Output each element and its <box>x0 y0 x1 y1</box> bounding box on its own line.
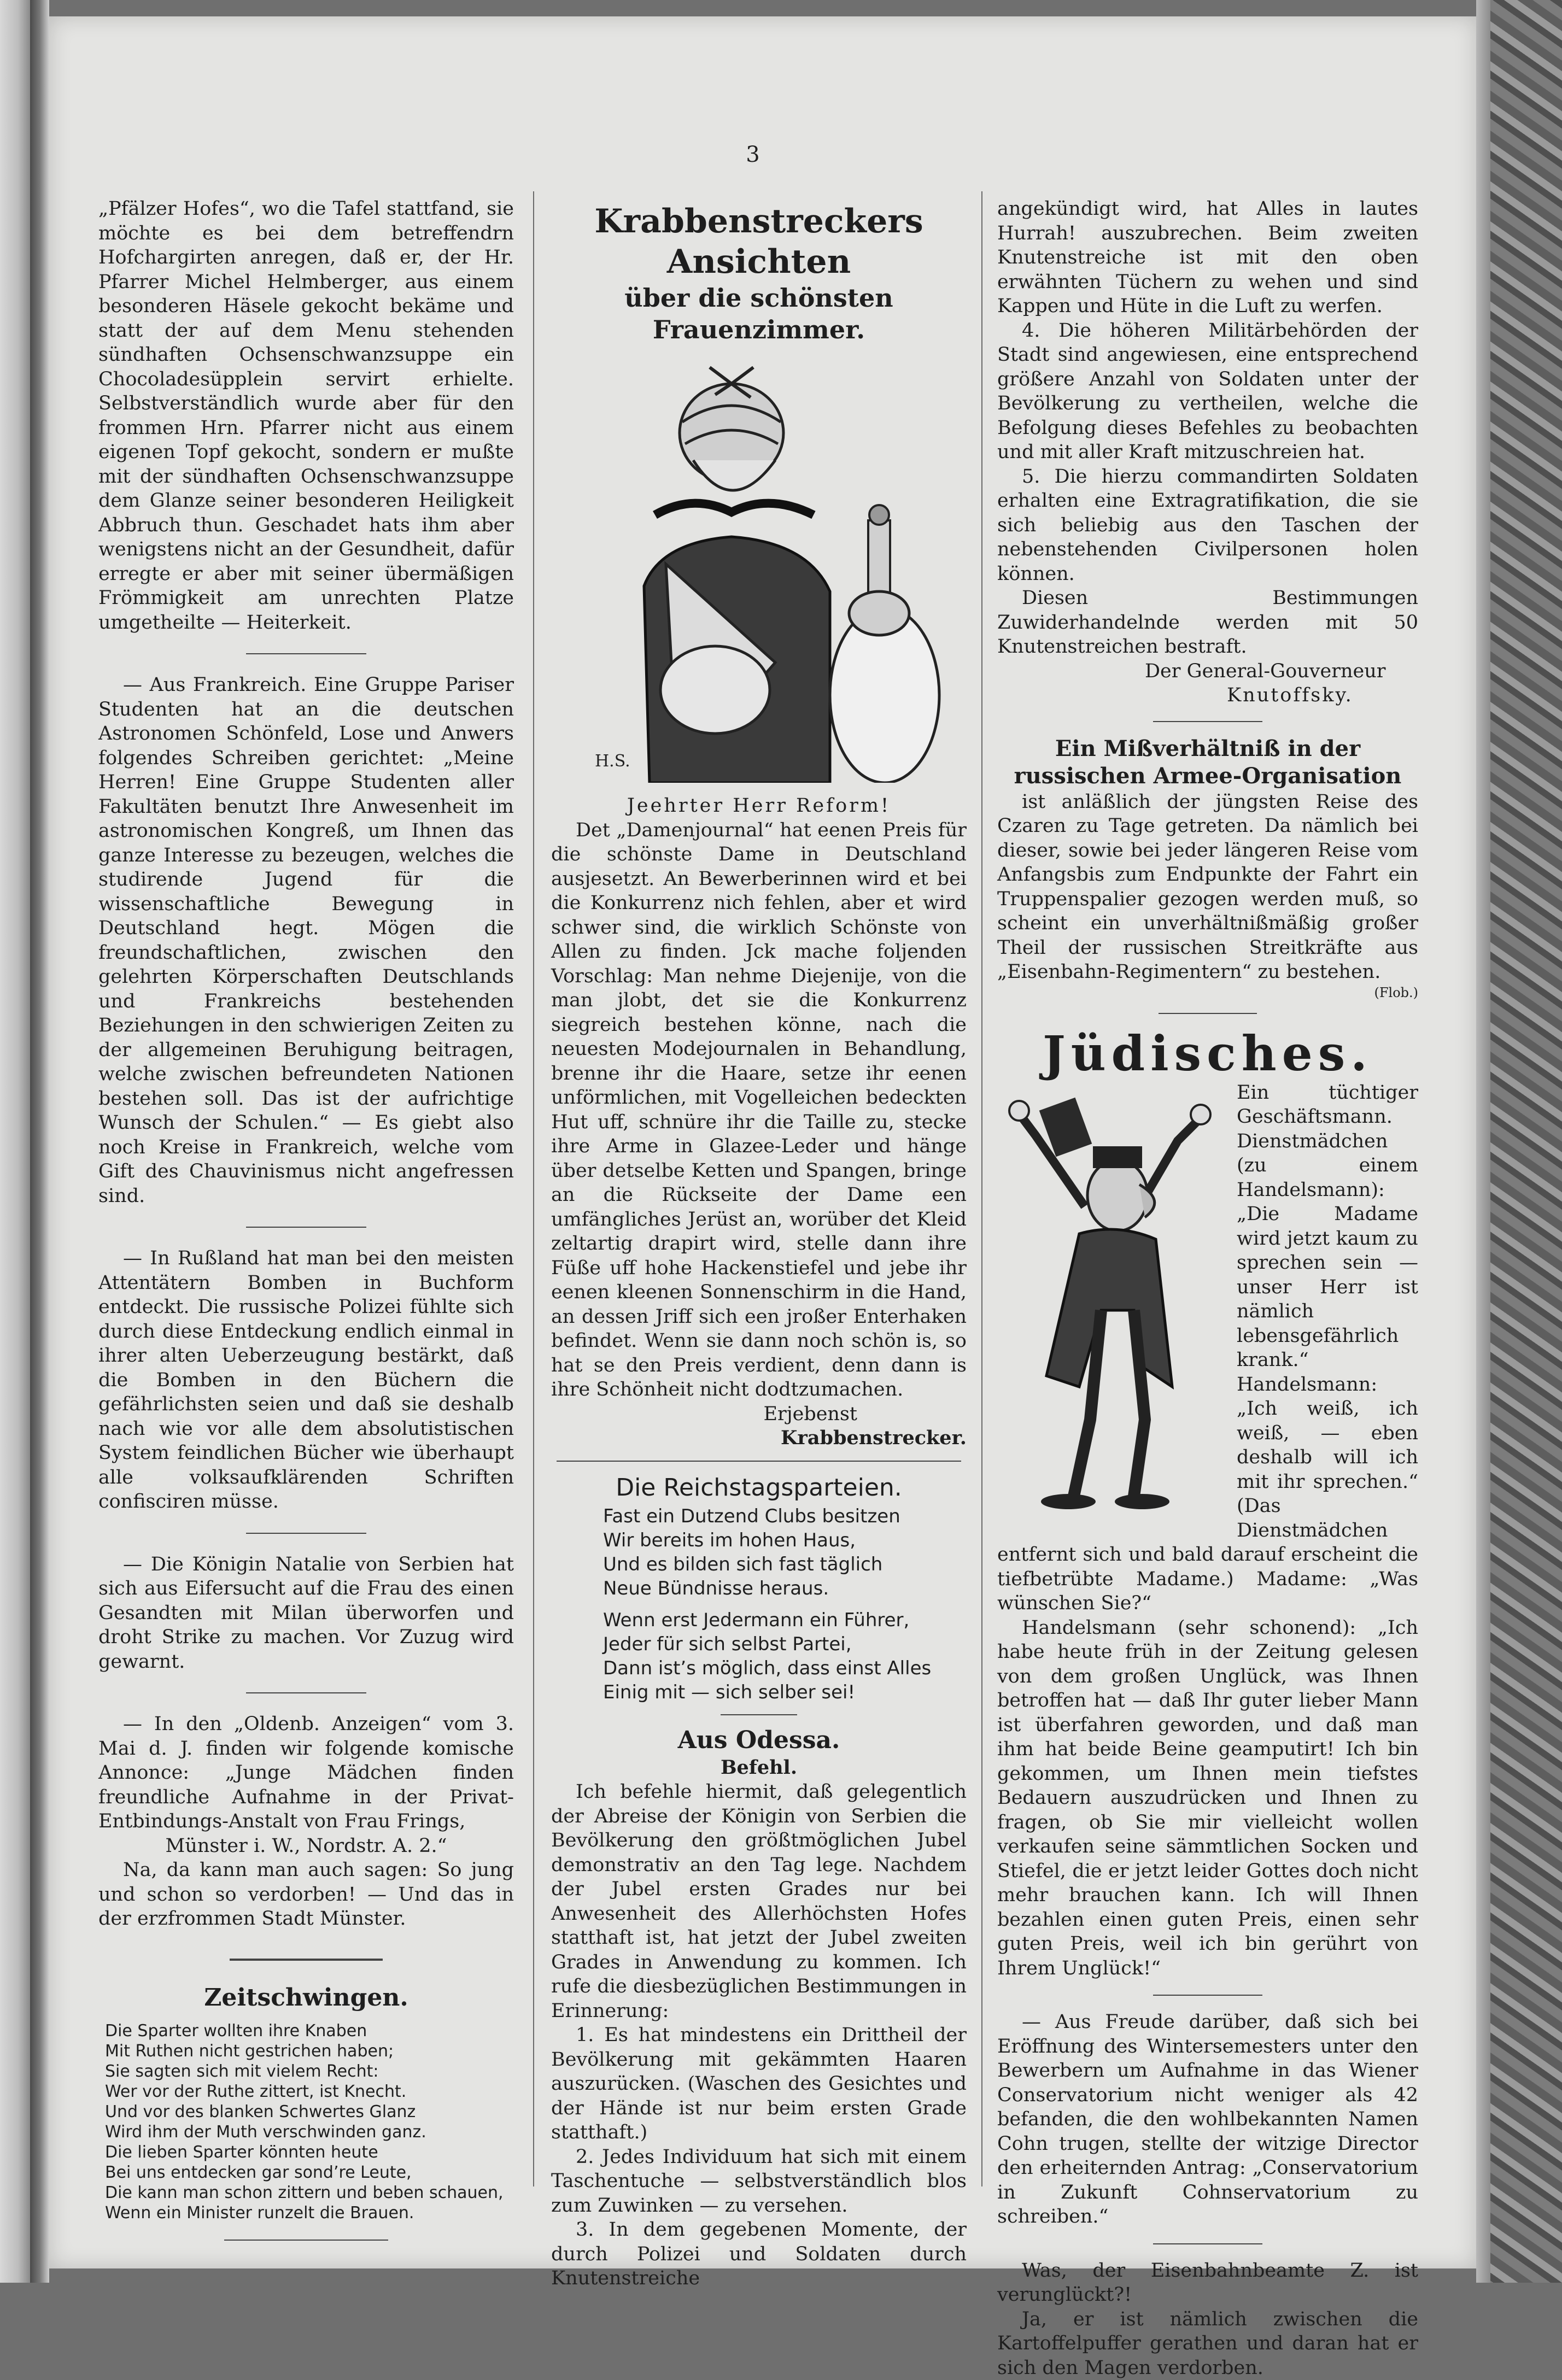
annonce-address: Münster i. W., Nordstr. A. 2.“ <box>98 1834 514 1859</box>
missverhaeltnis-source: (Flob.) <box>997 984 1418 1001</box>
zeitschwingen-title: Zeitschwingen. <box>98 1983 514 2013</box>
page-number: 3 <box>739 142 767 167</box>
missverhaeltnis-title: Ein Mißverhältniß in der russischen Armee-Organisation <box>997 735 1418 790</box>
separator-thick <box>230 1959 383 1961</box>
governor-title: Der General-Gouverneur <box>997 659 1418 684</box>
poem-line: Und vor des blanken Schwertes Glanz <box>105 2102 514 2122</box>
marbled-cover-edge <box>1476 0 1562 2283</box>
separator <box>1159 1013 1257 1014</box>
separator <box>246 653 366 654</box>
separator <box>721 1714 797 1715</box>
poem-line: Einig mit — sich selber sei! <box>603 1680 967 1704</box>
odessa-item-3: 3. In dem gegebenen Momente, der durch Polizei und Soldaten durch Knutenstreiche <box>551 2218 967 2291</box>
odessa-item-2: 2. Jedes Individuum hat sich mit einem Taschentuche — selbstverständlich blos zum Zuwinken — zu versehen. <box>551 2145 967 2218</box>
caricature-man-illustration <box>573 356 945 783</box>
separator <box>557 1461 961 1462</box>
article-eisenbahnbeamte: Was, der Eisenbahnbeamte Z. ist verunglückt?! <box>997 2259 1418 2307</box>
poem-line: Die Sparter wollten ihre Knaben <box>105 2021 514 2041</box>
poem-line: Fast ein Dutzend Clubs besitzen <box>603 1504 967 1528</box>
reichstag-title: Die Reichstagsparteien. <box>551 1472 967 1504</box>
separator <box>1153 1995 1262 1996</box>
odessa-item-4: 4. Die höheren Militärbehörden der Stadt sind angewiesen, eine entsprechend größere Anzahl von Soldaten unter der Bevölkerung zu vertheilen, welche die Befolgung dieses Befehles zu beobachten und mit aller Kraft mitzuschreien hat. <box>997 319 1418 465</box>
letter-closing: Erjebenst <box>551 1402 967 1427</box>
odessa-title: Aus Odessa. <box>551 1725 967 1756</box>
poem-line: Die lieben Sparter könnten heute <box>105 2142 514 2162</box>
odessa-item-1: 1. Es hat mindestens ein Drittheil der Bevölkerung mit gekämmten Haaren auszurücken. (Waschen des Gesichtes und der Hände ist nur beim ersten Grade statthaft.) <box>551 2023 967 2145</box>
poem-line: Mit Ruthen nicht gestrichen haben; <box>105 2041 514 2061</box>
column-middle <box>551 197 967 2291</box>
juedisches-title: Jüdisches. <box>997 1026 1418 1081</box>
poem-line: Wir bereits im hohen Haus, <box>603 1528 967 1552</box>
poem-line: Jeder für sich selbst Partei, <box>603 1632 967 1656</box>
poem-line: Wenn erst Jedermann ein Führer, <box>603 1608 967 1632</box>
separator <box>246 1227 366 1228</box>
poem-line: Neue Bündnisse heraus. <box>603 1576 967 1601</box>
odessa-intro: Ich befehle hiermit, daß gelegentlich der Abreise der Königin von Serbien die Bevölkerung den größtmöglichen Jubel demonstrativ an den Tag lege. Nachdem der Jubel ersten Grades nur bei Anwesenheit des Allerhöchsten Hofes statthaft ist, hat jetzt der Jubel zweiten Grades in Anwendung zu kommen. Ich rufe die diesbezüglichen Bestimmungen in Erinnerung: <box>551 1780 967 2023</box>
poem-line: Sie sagten sich mit vielem Recht: <box>105 2061 514 2082</box>
poem-line: Und es bilden sich fast täglich <box>603 1552 967 1576</box>
odessa-penalty: Diesen Bestimmungen Zuwiderhandelnde werden mit 50 Knutenstreichen bestraft. <box>997 586 1418 659</box>
separator <box>224 2240 388 2241</box>
previous-page-edge <box>0 0 30 2283</box>
letter-salutation: Jeehrter Herr Reform! <box>551 794 967 818</box>
poem-line: Bei uns entdecken gar sond’re Leute, <box>105 2162 514 2183</box>
article-annonce: — In den „Oldenb. Anzeigen“ vom 3. Mai d. J. finden wir folgende komische Annonce: „Junge Mädchen finden freundliche Aufnahme in der Privat-Entbindungs-Anstalt von Frau Frings, <box>98 1712 514 1834</box>
article-hof: „Pfälzer Hofes“, wo die Tafel stattfand, sie möchte es bei dem betreffendrn Hofchargirten anregen, daß er, der Hr. Pfarrer Michel Helmberger, aus einem besonderen Häsele gekocht bekäme und statt der auf dem Menu stehenden sündhaften Ochsenschwanzsuppe ein Chocoladesüpplein servirt erhielte. Selbstverständlich wurde aber für den frommen Hrn. Pfarrer nicht aus einem eigenen Topf gekocht, sondern er mußte mit der sündhaften Ochsenschwanzsuppe dem Glanze seiner besonderen Heiligkeit Abbruch thun. Geschadet hats ihm aber wenigstens nicht an der Gesundheit, dafür erregte er aber mit seiner übermäßigen Frömmigkeit am unrechten Platze umgetheilte — Heiterkeit. <box>98 197 514 635</box>
odessa-continued: angekündigt wird, hat Alles in lautes Hurrah! auszubrechen. Beim zweiten Knutenstreiche ist mit den oben erwähnten Tüchern zu wehen und sind Kappen und Hüte in die Luft zu werfen. <box>997 197 1418 319</box>
article-eisenbahnbeamte-answer: Ja, er ist nämlich zwischen die Kartoffelpuffer gerathen und daran hat er sich den Magen verdorben. <box>997 2307 1418 2380</box>
governor-name: Knutoffsky. <box>997 683 1418 708</box>
krabben-subtitle: über die schönsten Frauenzimmer. <box>551 282 967 345</box>
poem-line: Wird ihm der Muth verschwinden ganz. <box>105 2122 514 2142</box>
missverhaeltnis-text: ist anläßlich der jüngsten Reise des Czaren zu Tage getreten. Da nämlich bei dieser, sowie bei jeder längeren Reise vom Anfangsbis zum Endpunkte der Fahrt ein Truppenspalier gezogen werden muß, so scheint ein unverhältnißmäßig großer Theil der russischen Streitkräfte aus „Eisenbahn-Regimentern“ zu bestehen. <box>997 790 1418 984</box>
reichstag-poem <box>551 1504 967 1704</box>
article-frankreich: — Aus Frankreich. Eine Gruppe Pariser Studenten hat an die deutschen Astronomen Schönfeld, Lose und Anwers folgendes Schreiben gerichtet: „Meine Herren! Eine Gruppe Studenten aller Fakultäten benutzt Ihre Anwesenheit im astronomischen Kongreß, um Ihnen das ganze Interesse zu bezeugen, welches die studirende Jugend für die wissenschaftliche Bewegung in Deutschland hegt. Mögen die freundschaftlichen, zwischen den gelehrten Körperschaften Deutschlands und Frankreichs bestehenden Beziehungen in den schwierigen Zeiten zu der allgemeinen Beruhigung beitragen, welche zwischen befreundeten Nationen bestehen soll. Das ist der aufrichtige Wunsch der Schulen.“ — Es giebt also noch Kreise in Frankreich, welche vom Gift des Chauvinismus nicht angefressen sind. <box>98 673 514 1208</box>
article-cohnservatorium: — Aus Freude darüber, daß sich bei Eröffnung des Wintersemesters unter den Bewerbern um Aufnahme in das Wiener Conservatorium nicht weniger als 42 befanden, die den wohlbekannten Namen Cohn trugen, stellte der witzige Director den erheiternden Antrag: „Conservatorium in Zukunft Cohnservatorium zu schreiben.“ <box>997 2010 1418 2229</box>
poem-line: Wenn ein Minister runzelt die Brauen. <box>105 2203 514 2223</box>
artist-mark: H.S. <box>595 752 630 771</box>
juedisches-text: Ein tüchtiger Geschäftsmann. Dienstmädchen (zu einem Handelsmann): „Die Madame wird jetzt kaum zu sprechen sein — unser Herr ist nämlich lebensgefährlich krank.“ Handelsmann: „Ich weiß, ich weiß, — eben deshalb will ich mit ihr sprechen.“ (Das Dienstmädchen entfernt sich und bald darauf erscheint die tiefbetrübte Madame.) Madame: „Was wünschen Sie?“ <box>997 1081 1418 1616</box>
poem-line: Wer vor der Ruthe zittert, ist Knecht. <box>105 2082 514 2102</box>
separator <box>246 1692 366 1693</box>
krabben-title: Krabbenstreckers Ansichten <box>551 201 967 282</box>
article-natalie: — Die Königin Natalie von Serbien hat sich aus Eifersucht auf die Frau des einen Gesandten mit Milan überworfen und droht Strike zu machen. Vor Zuzug wird gewarnt. <box>98 1552 514 1674</box>
letter-signature: Krabbenstrecker. <box>551 1426 967 1451</box>
odessa-befehl: Befehl. <box>551 1756 967 1780</box>
poem-line: Die kann man schon zittern und beben schauen, <box>105 2183 514 2203</box>
article-russland: — In Rußland hat man bei den meisten Attentätern Bomben in Buchform entdeckt. Die russische Polizei fühlte sich durch diese Entdeckung endlich einmal in ihrer alten Ueberzeugung bestärkt, daß die Bomben in den Büchern die gefährlichsten seien und daß sie deshalb nach wie vor alle dem absolutistischen System feindlichen Bücher wie überhaupt alle volksaufklärenden Schriften confisciren müsse. <box>98 1246 514 1514</box>
zeitschwingen-poem <box>98 2021 514 2223</box>
letter-body: Det „Damenjournal“ hat eenen Preis für die schönste Dame in Deutschland ausjesetzt. An Bewerberinnen wird et bei die Konkurrenz nich fehlen, aber et wird schwer sind, die wirklich Schönste von Allen zu finden. Jck mache foljenden Vorschlag: Man nehme Diejenije, von die man jlobt, det sie die Konkurrenz siegreich bestehen könne, nach die neuesten Modejournalen in Behandlung, brenne ihr die Haare, setze ihr eenen unförmlichen, mit Vogelleichen bedeckten Hut uff, schnüre ihr die Taille zu, stecke ihre Arme in Glazee-Leder und hänge über detselbe Ketten und Spangen, bringe an die Rückseite der Dame een umfängliches Jerüst an, worüber det Kleid zeltartig drapirt wird, stelle dann ihre Füße uff hohe Hackenstiefel und jebe ihr eenen kleenen Sonnenschirm in die Hand, an dessen Jriff sich een jroßer Enterhaken befindet. Wenn sie dann noch schön is, so hat se den Preis verdient, denn dann is ihre Schönheit nicht dodtzumachen. <box>551 818 967 1402</box>
article-annonce-comment: Na, da kann man auch sagen: So jung und schon so verdorben! — Und das in der erzfrommen Stadt Münster. <box>98 1858 514 1931</box>
separator <box>246 1533 366 1534</box>
column-left <box>98 197 514 2259</box>
newspaper-page <box>49 16 1476 2268</box>
separator <box>1153 2243 1262 2244</box>
column-right <box>997 197 1418 2380</box>
juedisches-text-continued: Handelsmann (sehr schonend): „Ich habe heute früh in der Zeitung gelesen von dem großen Unglück, was Ihnen betroffen hat — daß Ihr guter lieber Mann ist überfahren geworden, und daß man ihm hat beide Beine geamputirt! Ich bin gekommen, um Ihnen mein tiefstes Bedauern auszudrücken und Ihnen zu fragen, ob Sie mir vielleicht wollen verkaufen seine sämmtlichen Socken und Stiefel, die er jetzt leider Gottes doch nicht mehr brauchen kann. Ich will Ihnen bezahlen einen guten Preis, einen sehr guten Preis, weil ich bin gerührt von Ihrem Unglück!“ <box>997 1616 1418 1981</box>
odessa-item-5: 5. Die hierzu commandirten Soldaten erhalten eine Extragratifikation, die sie sich beliebig aus den Taschen der nebenstehenden Civilpersonen holen können. <box>997 465 1418 587</box>
binding-gutter <box>30 0 49 2283</box>
column-rule <box>981 191 982 2186</box>
caricature-merchant-illustration <box>997 1081 1227 1518</box>
poem-line: Dann ist’s möglich, dass einst Alles <box>603 1656 967 1680</box>
column-rule <box>533 191 534 2186</box>
separator <box>1153 721 1262 722</box>
